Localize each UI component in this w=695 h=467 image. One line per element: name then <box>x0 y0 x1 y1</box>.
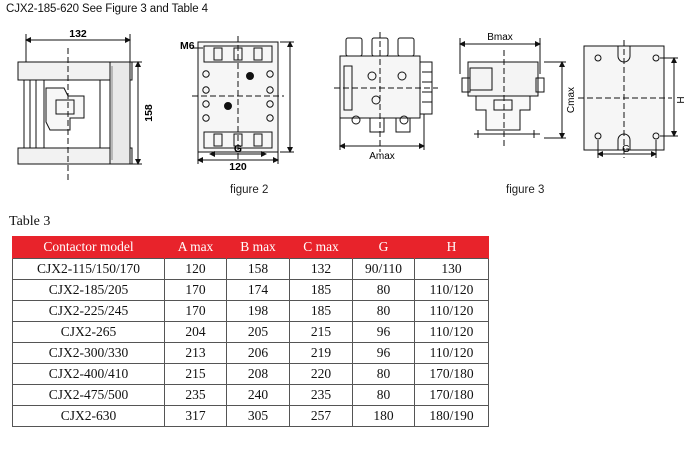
cell-g: 80 <box>353 280 415 301</box>
cell-c-max: 185 <box>290 280 353 301</box>
fig3-h-label: H <box>676 96 687 104</box>
cell-model: CJX2-300/330 <box>13 343 165 364</box>
fig3-bmax-label: Bmax <box>487 32 513 43</box>
cell-a-max: 213 <box>165 343 227 364</box>
cell-model: CJX2-475/500 <box>13 385 165 406</box>
header-a-max: A max <box>165 236 227 259</box>
table-row <box>13 343 489 364</box>
cell-g: 90/110 <box>353 259 415 280</box>
cell-model: CJX2-225/245 <box>13 301 165 322</box>
cell-c-max: 219 <box>290 343 353 364</box>
fig3-cmax-label: Cmax <box>566 86 577 114</box>
cell-model: CJX2-185/205 <box>13 280 165 301</box>
figure-3-side-view <box>460 38 566 148</box>
cell-a-max: 317 <box>165 406 227 427</box>
table-row <box>13 259 489 280</box>
figure-3-front-view <box>334 32 438 152</box>
figure-3-caption: figure 3 <box>506 184 545 196</box>
table-row <box>13 280 489 301</box>
cell-model: CJX2-265 <box>13 322 165 343</box>
header-model: Contactor model <box>13 236 165 259</box>
figure-2-caption: figure 2 <box>230 184 269 196</box>
table-header-row <box>13 236 489 259</box>
cell-g: 96 <box>353 322 415 343</box>
table-row <box>13 364 489 385</box>
cell-c-max: 132 <box>290 259 353 280</box>
cell-model: CJX2-400/410 <box>13 364 165 385</box>
cell-b-max: 205 <box>227 322 290 343</box>
figure-2-front-view <box>192 36 294 164</box>
fig3-g-label: G <box>622 144 630 155</box>
fig2-m6-label: M6 <box>180 40 195 52</box>
cell-h: 180/190 <box>415 406 489 427</box>
header-b-max: B max <box>227 236 290 259</box>
cell-g: 80 <box>353 364 415 385</box>
fig1-width-label: 132 <box>69 28 87 40</box>
fig1-height-label: 158 <box>143 104 155 122</box>
fig2-g-label: G <box>233 143 243 155</box>
cell-c-max: 235 <box>290 385 353 406</box>
cell-g: 80 <box>353 385 415 406</box>
technical-drawings <box>0 18 695 200</box>
cell-b-max: 206 <box>227 343 290 364</box>
dimension-table <box>12 236 489 427</box>
table-row <box>13 385 489 406</box>
cell-a-max: 120 <box>165 259 227 280</box>
figure-1-side-view <box>18 34 142 182</box>
cell-model: CJX2-115/150/170 <box>13 259 165 280</box>
header-h: H <box>415 236 489 259</box>
cell-g: 180 <box>353 406 415 427</box>
cell-a-max: 170 <box>165 301 227 322</box>
cell-h: 170/180 <box>415 385 489 406</box>
fig3-amax-label: Amax <box>369 151 395 162</box>
cell-h: 110/120 <box>415 280 489 301</box>
cell-c-max: 220 <box>290 364 353 385</box>
cell-h: 110/120 <box>415 301 489 322</box>
fig2-width-label: 120 <box>229 161 247 173</box>
cell-g: 80 <box>353 301 415 322</box>
cell-h: 130 <box>415 259 489 280</box>
cell-a-max: 170 <box>165 280 227 301</box>
cell-model: CJX2-630 <box>13 406 165 427</box>
table-title: Table 3 <box>9 214 51 229</box>
cell-b-max: 198 <box>227 301 290 322</box>
page-heading: CJX2-185-620 See Figure 3 and Table 4 <box>6 3 208 15</box>
cell-b-max: 158 <box>227 259 290 280</box>
cell-b-max: 240 <box>227 385 290 406</box>
cell-c-max: 257 <box>290 406 353 427</box>
cell-a-max: 235 <box>165 385 227 406</box>
figure-3-mounting-plate <box>578 40 678 158</box>
cell-a-max: 204 <box>165 322 227 343</box>
header-c-max: C max <box>290 236 353 259</box>
table-row <box>13 322 489 343</box>
cell-b-max: 174 <box>227 280 290 301</box>
cell-a-max: 215 <box>165 364 227 385</box>
cell-h: 110/120 <box>415 343 489 364</box>
cell-b-max: 208 <box>227 364 290 385</box>
cell-b-max: 305 <box>227 406 290 427</box>
cell-c-max: 215 <box>290 322 353 343</box>
cell-c-max: 185 <box>290 301 353 322</box>
header-g: G <box>353 236 415 259</box>
cell-h: 110/120 <box>415 322 489 343</box>
table-row <box>13 406 489 427</box>
cell-g: 96 <box>353 343 415 364</box>
table-row <box>13 301 489 322</box>
cell-h: 170/180 <box>415 364 489 385</box>
